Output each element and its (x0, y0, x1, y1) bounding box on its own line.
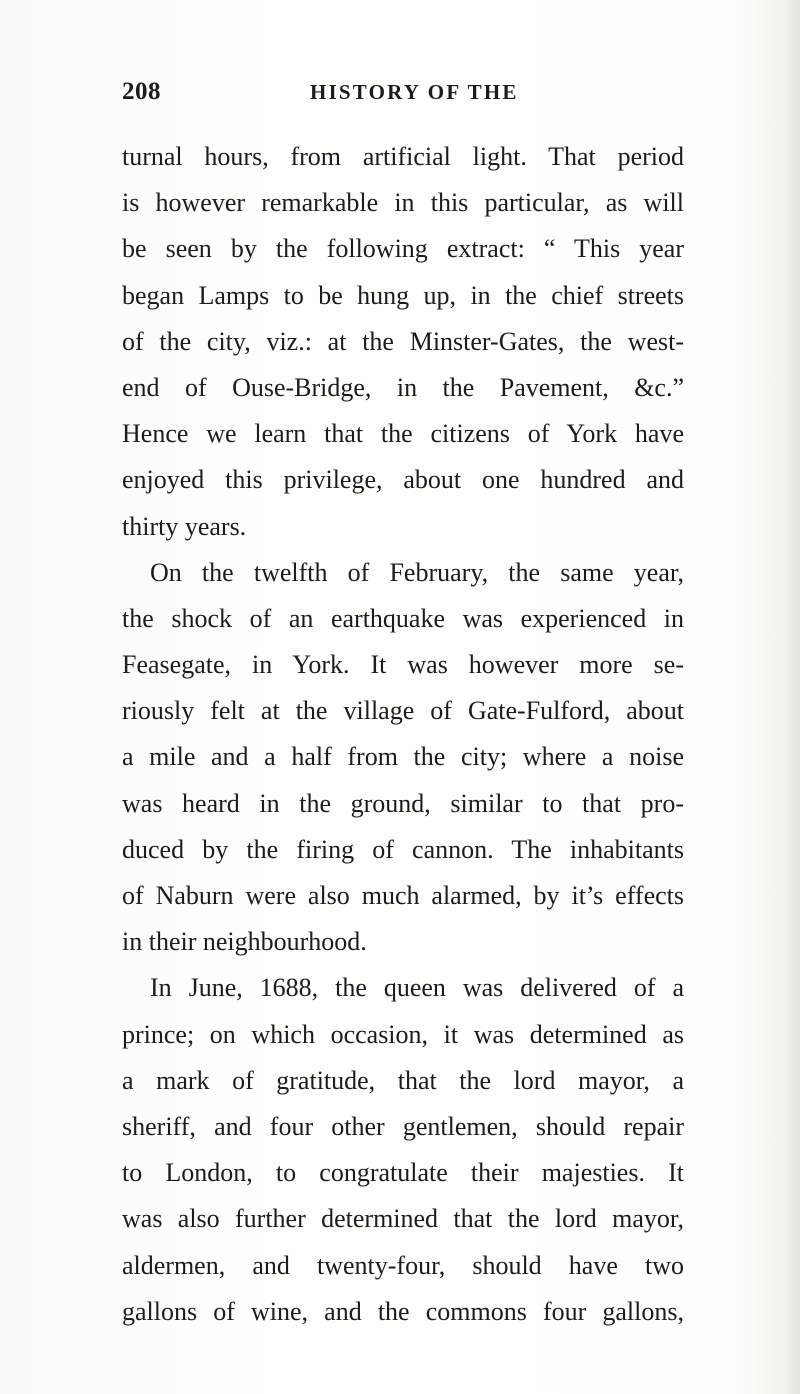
text-line: In June, 1688, the queen was delivered of a (150, 973, 684, 1003)
text-line: On the twelfth of February, the same year, (150, 557, 684, 587)
text-line: in their neighbourhood. (122, 927, 367, 957)
page-edge-shadow (784, 0, 800, 1394)
text-line: gallons of wine, and the commons four gallons, (122, 1296, 684, 1326)
running-head-title: HISTORY OF THE (310, 80, 519, 104)
page-number: 208 (122, 78, 161, 105)
body-text (122, 134, 684, 1335)
running-head (122, 78, 682, 118)
text-line: of the city, viz.: at the Minster-Gates, the west- (122, 326, 684, 356)
text-line: was heard in the ground, similar to that pro- (122, 788, 684, 818)
text-line: a mark of gratitude, that the lord mayor, a (122, 1065, 684, 1095)
text-line: Hence we learn that the citizens of York have (122, 419, 684, 449)
text-line: end of Ouse-Bridge, in the Pavement, &c.” (122, 372, 684, 402)
text-line: prince; on which occasion, it was determined as (122, 1019, 684, 1049)
text-line: the shock of an earthquake was experienced in (122, 603, 684, 633)
text-line: began Lamps to be hung up, in the chief streets (122, 280, 684, 310)
text-line: sheriff, and four other gentlemen, should repair (122, 1111, 684, 1141)
text-line: to London, to congratulate their majesties. It (122, 1158, 684, 1188)
text-line: a mile and a half from the city; where a noise (122, 742, 684, 772)
text-line: turnal hours, from artificial light. That period (122, 142, 684, 171)
text-line: thirty years. (122, 511, 247, 541)
text-line: of Naburn were also much alarmed, by it’s effects (122, 881, 684, 910)
text-line: is however remarkable in this particular, as will (122, 188, 684, 218)
text-line: Feasegate, in York. It was however more se- (122, 650, 684, 680)
text-line: duced by the firing of cannon. The inhabitants (122, 834, 684, 864)
text-line: riously felt at the village of Gate-Fulford, about (122, 696, 684, 726)
text-line: enjoyed this privilege, about one hundred and (122, 465, 684, 495)
text-line: was also further determined that the lord mayor, (122, 1204, 684, 1234)
text-line: be seen by the following extract: “ This year (122, 234, 684, 264)
text-line: aldermen, and twenty-four, should have two (122, 1250, 684, 1280)
